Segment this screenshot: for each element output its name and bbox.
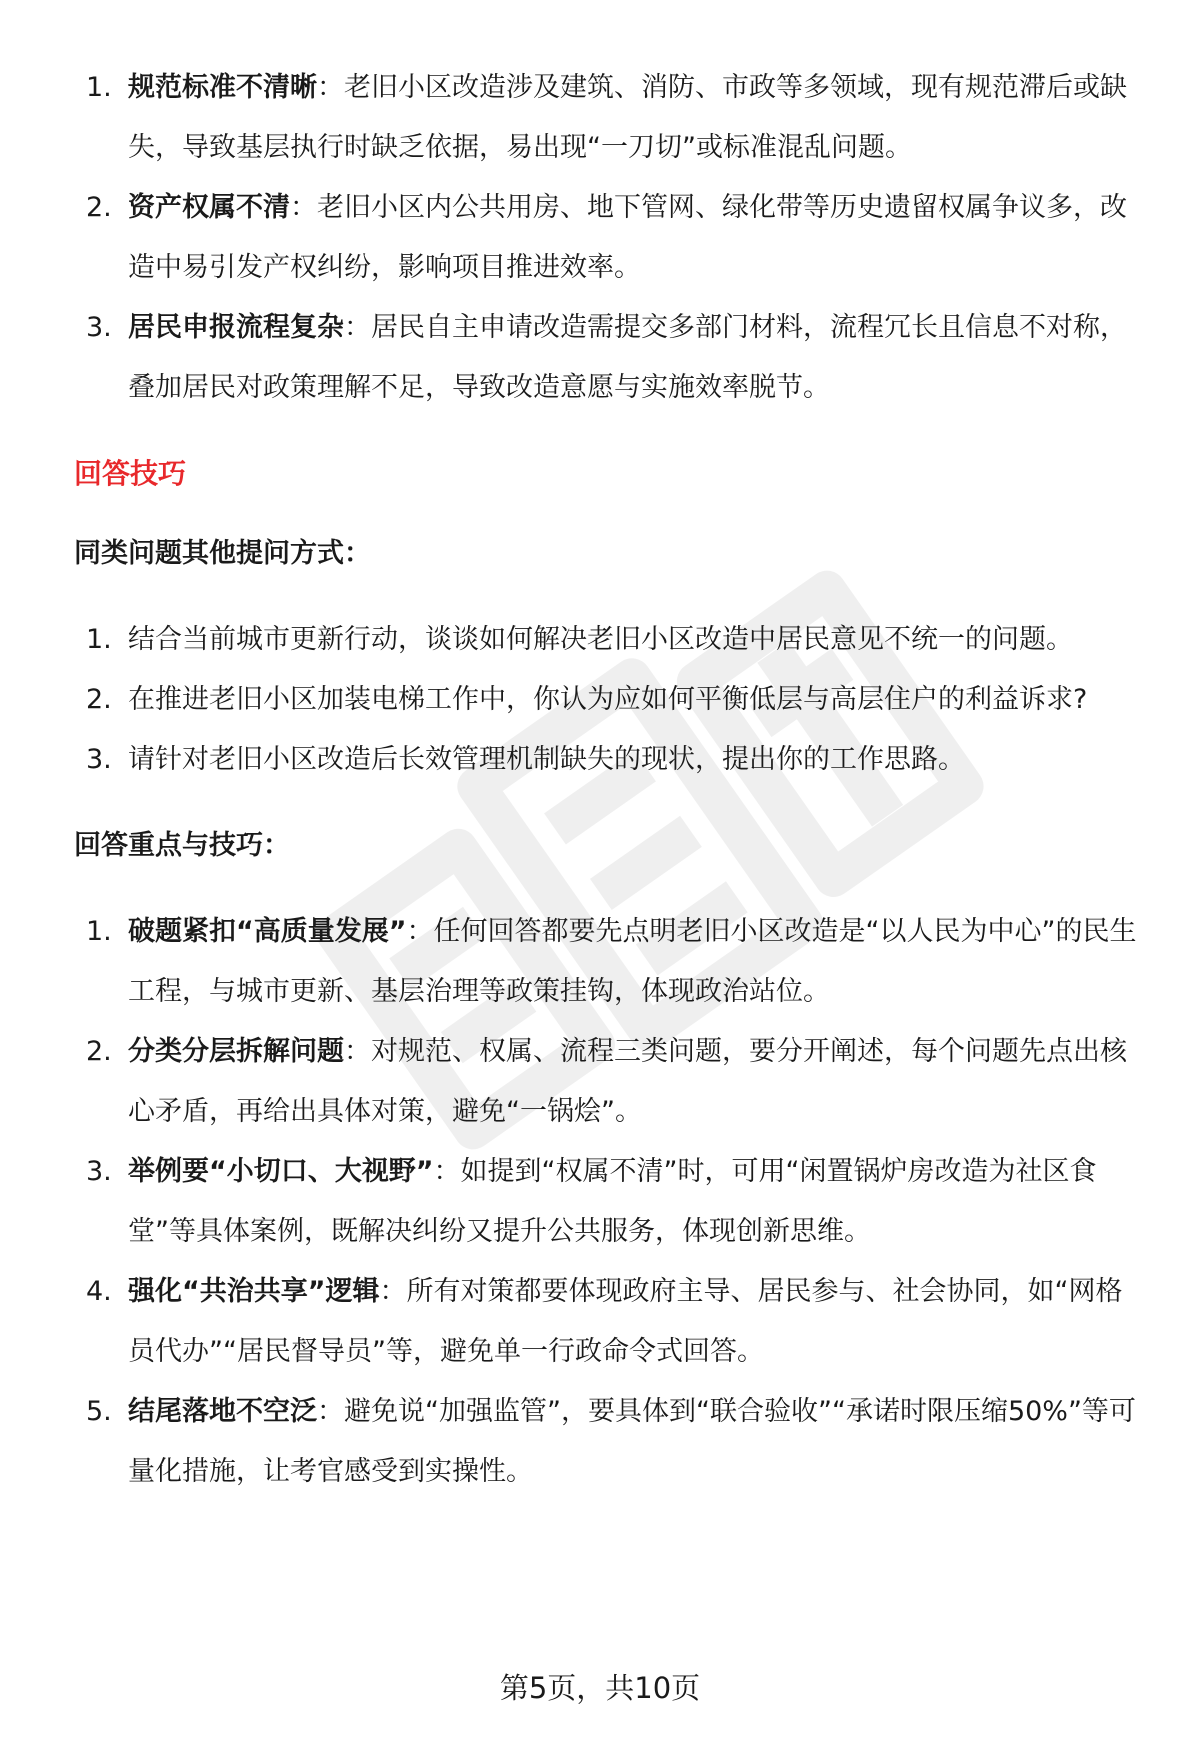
list-item-heading: 破题紧扣“高质量发展”: [128, 916, 407, 947]
list-item-text: 在推进老旧小区加装电梯工作中，你认为应如何平衡低层与高层住户的利益诉求?: [128, 684, 1088, 715]
list-number: 1.: [86, 624, 112, 655]
list-number: 2.: [86, 684, 112, 715]
subtitle-other-questions: 同类问题其他提问方式：: [74, 538, 371, 569]
list-number: 3.: [86, 1156, 112, 1187]
list-item: [74, 178, 1140, 298]
similar-questions-list: [74, 610, 1140, 790]
list-item-heading: 规范标准不清晰: [128, 72, 317, 103]
page-footer: 第5页，共10页: [499, 1671, 701, 1705]
list-number: 3.: [86, 744, 112, 775]
main-content: [74, 58, 1140, 1502]
list-number: 3.: [86, 312, 112, 343]
list-item-text: ：所有对策都要体现政府主导、居民参与、社会协同，如“网格员代办”“居民督导员”等，避免单一行政命令式回答。: [128, 1276, 1123, 1367]
answer-tips-list: [74, 902, 1140, 1502]
list-item: [74, 1022, 1140, 1142]
list-number: 1.: [86, 72, 112, 103]
list-item: [74, 1142, 1140, 1262]
list-item-text: ：对规范、权属、流程三类问题，要分开阐述，每个问题先点出核心矛盾，再给出具体对策，避免“一锅烩”。: [128, 1036, 1127, 1127]
list-item-text: ：任何回答都要先点明老旧小区改造是“以人民为中心”的民生工程，与城市更新、基层治理等政策挂钩，体现政治站位。: [128, 916, 1137, 1007]
list-item: [74, 902, 1140, 1022]
section-title: 回答技巧: [74, 457, 187, 490]
list-item-heading: 举例要“小切口、大视野”: [128, 1156, 434, 1187]
list-item-heading: 强化“共治共享”逻辑: [128, 1276, 380, 1307]
list-number: 5.: [86, 1396, 112, 1427]
list-item-heading: 居民申报流程复杂: [128, 312, 344, 343]
list-item-text: ：老旧小区内公共用房、地下管网、绿化带等历史遗留权属争议多，改造中易引发产权纠纷，影响项目推进效率。: [128, 192, 1127, 283]
list-item: [74, 1382, 1140, 1502]
list-number: 4.: [86, 1276, 112, 1307]
list-item: [74, 58, 1140, 178]
list-number: 2.: [86, 1036, 112, 1067]
subtitle-answer-tips: 回答重点与技巧：: [74, 830, 290, 861]
list-number: 2.: [86, 192, 112, 223]
list-item-text: ：如提到“权属不清”时，可用“闲置锅炉房改造为社区食堂”等具体案例，既解决纠纷又提升公共服务，体现创新思维。: [128, 1156, 1097, 1247]
list-item-text: 结合当前城市更新行动，谈谈如何解决老旧小区改造中居民意见不统一的问题。: [128, 624, 1073, 655]
list-item: [74, 730, 1140, 790]
list-number: 1.: [86, 916, 112, 947]
list-item-heading: 分类分层拆解问题: [128, 1036, 344, 1067]
list-item-heading: 结尾落地不空泛: [128, 1396, 317, 1427]
list-item-text: ：居民自主申请改造需提交多部门材料，流程冗长且信息不对称，叠加居民对政策理解不足，导致改造意愿与实施效率脱节。: [128, 312, 1127, 403]
list-item-text: ：避免说“加强监管”，要具体到“联合验收”“承诺时限压缩50%”等可量化措施，让考官感受到实操性。: [128, 1396, 1136, 1487]
list-item: [74, 298, 1140, 418]
list-item-text: 请针对老旧小区改造后长效管理机制缺失的现状，提出你的工作思路。: [128, 744, 965, 775]
list-item-text: ：老旧小区改造涉及建筑、消防、市政等多领域，现有规范滞后或缺失，导致基层执行时缺乏依据，易出现“一刀切”或标准混乱问题。: [128, 72, 1127, 163]
list-item: [74, 1262, 1140, 1382]
list-item-heading: 资产权属不清: [128, 192, 290, 223]
list-item: [74, 610, 1140, 670]
problem-list: [74, 58, 1140, 418]
list-item: [74, 670, 1140, 730]
